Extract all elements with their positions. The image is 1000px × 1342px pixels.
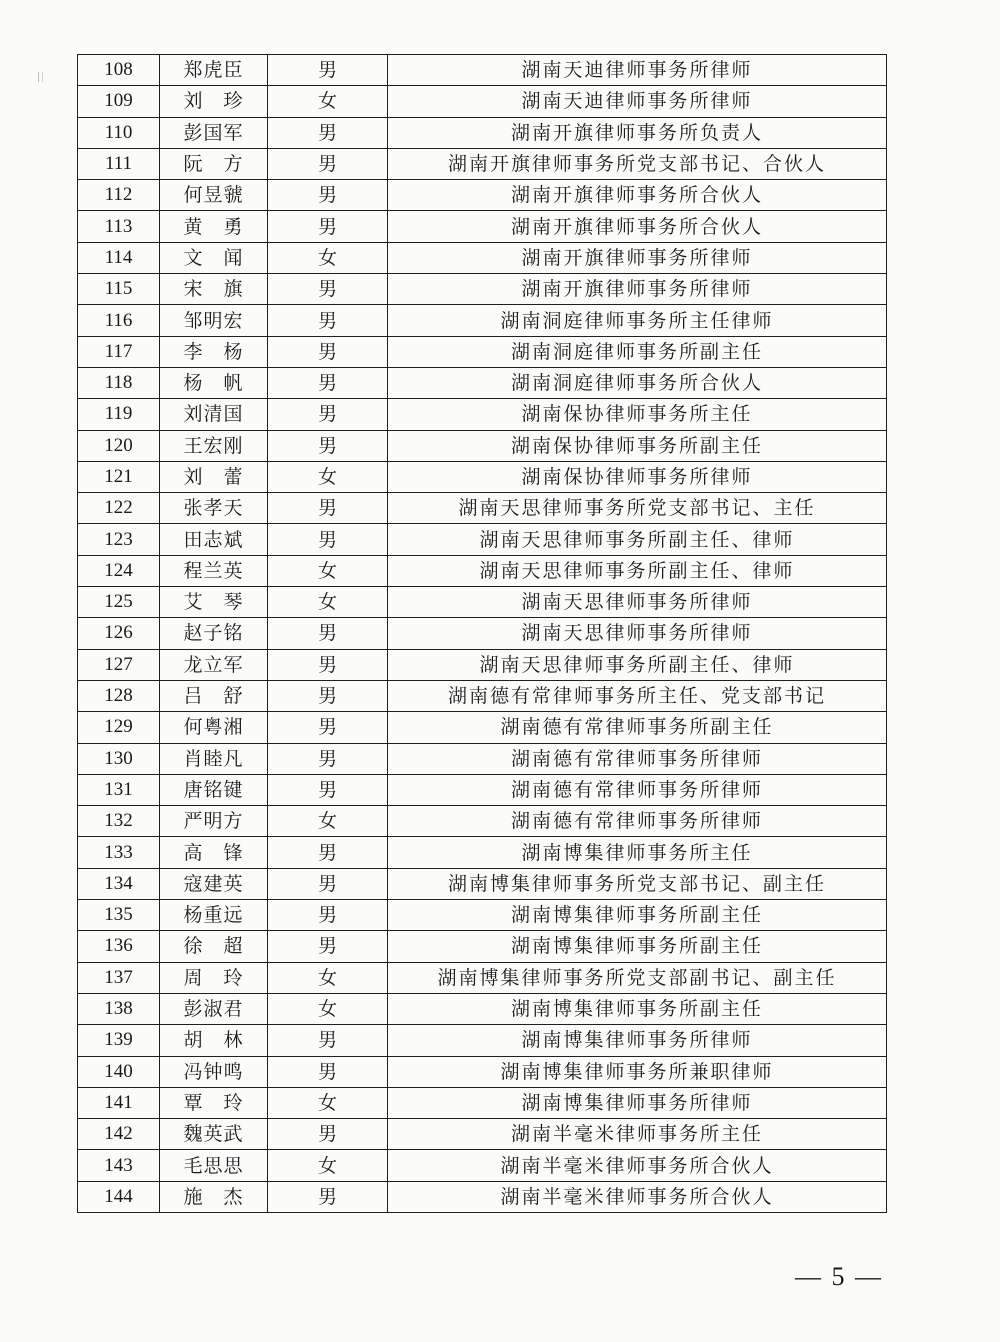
person-gender: 男 [268, 493, 388, 524]
person-position: 湖南开旗律师事务所律师 [388, 274, 887, 305]
person-name: 胡 林 [160, 1025, 268, 1056]
row-number: 113 [78, 211, 160, 242]
person-name: 李 杨 [160, 336, 268, 367]
person-gender: 女 [268, 1087, 388, 1118]
table-row [78, 743, 887, 774]
person-name: 严明方 [160, 806, 268, 837]
table-row [78, 712, 887, 743]
person-name: 施 杰 [160, 1181, 268, 1212]
person-name: 刘清国 [160, 399, 268, 430]
person-position: 湖南德有常律师事务所主任、党支部书记 [388, 680, 887, 711]
row-number: 131 [78, 774, 160, 805]
person-gender: 男 [268, 274, 388, 305]
person-position: 湖南天迪律师事务所律师 [388, 55, 887, 86]
person-name: 彭淑君 [160, 993, 268, 1024]
person-gender: 男 [268, 837, 388, 868]
person-gender: 男 [268, 743, 388, 774]
person-position: 湖南洞庭律师事务所主任律师 [388, 305, 887, 336]
table-row [78, 1119, 887, 1150]
person-gender: 男 [268, 1056, 388, 1087]
person-name: 杨重远 [160, 900, 268, 931]
person-position: 湖南天思律师事务所律师 [388, 618, 887, 649]
table-row [78, 618, 887, 649]
person-position: 湖南博集律师事务所党支部书记、副主任 [388, 868, 887, 899]
table-row [78, 962, 887, 993]
person-gender: 男 [268, 1119, 388, 1150]
row-number: 133 [78, 837, 160, 868]
table-row [78, 211, 887, 242]
row-number: 117 [78, 336, 160, 367]
table-row [78, 1181, 887, 1212]
row-number: 112 [78, 180, 160, 211]
person-position: 湖南德有常律师事务所副主任 [388, 712, 887, 743]
person-name: 冯钟鸣 [160, 1056, 268, 1087]
person-gender: 男 [268, 367, 388, 398]
person-name: 魏英武 [160, 1119, 268, 1150]
table-row [78, 86, 887, 117]
person-position: 湖南天思律师事务所副主任、律师 [388, 555, 887, 586]
table-row [78, 148, 887, 179]
table-row [78, 555, 887, 586]
table-row [78, 430, 887, 461]
person-name: 邹明宏 [160, 305, 268, 336]
row-number: 135 [78, 900, 160, 931]
person-gender: 男 [268, 211, 388, 242]
person-gender: 男 [268, 1181, 388, 1212]
table-row [78, 367, 887, 398]
person-name: 徐 超 [160, 931, 268, 962]
person-gender: 女 [268, 86, 388, 117]
person-gender: 男 [268, 336, 388, 367]
person-name: 何昱虢 [160, 180, 268, 211]
row-number: 140 [78, 1056, 160, 1087]
row-number: 138 [78, 993, 160, 1024]
person-position: 湖南德有常律师事务所律师 [388, 774, 887, 805]
row-number: 122 [78, 493, 160, 524]
person-position: 湖南保协律师事务所律师 [388, 461, 887, 492]
person-name: 黄 勇 [160, 211, 268, 242]
row-number: 118 [78, 367, 160, 398]
person-position: 湖南博集律师事务所党支部副书记、副主任 [388, 962, 887, 993]
row-number: 139 [78, 1025, 160, 1056]
person-gender: 男 [268, 117, 388, 148]
person-position: 湖南德有常律师事务所律师 [388, 806, 887, 837]
row-number: 128 [78, 680, 160, 711]
person-name: 寇建英 [160, 868, 268, 899]
person-gender: 男 [268, 649, 388, 680]
table-row [78, 305, 887, 336]
person-gender: 女 [268, 555, 388, 586]
row-number: 143 [78, 1150, 160, 1181]
row-number: 109 [78, 86, 160, 117]
person-gender: 女 [268, 587, 388, 618]
table-row [78, 587, 887, 618]
person-position: 湖南天思律师事务所律师 [388, 587, 887, 618]
person-gender: 女 [268, 993, 388, 1024]
person-gender: 男 [268, 680, 388, 711]
person-name: 阮 方 [160, 148, 268, 179]
scan-artifact [38, 72, 43, 82]
person-name: 覃 玲 [160, 1087, 268, 1118]
person-gender: 男 [268, 618, 388, 649]
person-name: 刘 珍 [160, 86, 268, 117]
table-row [78, 274, 887, 305]
table-row [78, 399, 887, 430]
person-gender: 女 [268, 806, 388, 837]
person-name: 龙立军 [160, 649, 268, 680]
person-name: 唐铭键 [160, 774, 268, 805]
person-position: 湖南博集律师事务所兼职律师 [388, 1056, 887, 1087]
person-gender: 男 [268, 712, 388, 743]
row-number: 110 [78, 117, 160, 148]
person-gender: 女 [268, 242, 388, 273]
table-row [78, 806, 887, 837]
table-row [78, 900, 887, 931]
person-gender: 男 [268, 868, 388, 899]
table-row [78, 55, 887, 86]
person-name: 何粤湘 [160, 712, 268, 743]
person-name: 周 玲 [160, 962, 268, 993]
row-number: 132 [78, 806, 160, 837]
person-name: 吕 舒 [160, 680, 268, 711]
person-name: 艾 琴 [160, 587, 268, 618]
person-gender: 男 [268, 148, 388, 179]
person-position: 湖南洞庭律师事务所合伙人 [388, 367, 887, 398]
person-position: 湖南开旗律师事务所合伙人 [388, 211, 887, 242]
table-row [78, 180, 887, 211]
table-row [78, 993, 887, 1024]
person-gender: 男 [268, 399, 388, 430]
person-name: 宋 旗 [160, 274, 268, 305]
person-name: 王宏刚 [160, 430, 268, 461]
row-number: 115 [78, 274, 160, 305]
row-number: 120 [78, 430, 160, 461]
person-gender: 男 [268, 305, 388, 336]
person-position: 湖南保协律师事务所副主任 [388, 430, 887, 461]
person-name: 程兰英 [160, 555, 268, 586]
person-position: 湖南洞庭律师事务所副主任 [388, 336, 887, 367]
row-number: 130 [78, 743, 160, 774]
person-position: 湖南保协律师事务所主任 [388, 399, 887, 430]
row-number: 124 [78, 555, 160, 586]
row-number: 136 [78, 931, 160, 962]
person-name: 杨 帆 [160, 367, 268, 398]
table-row [78, 524, 887, 555]
page-number: — 5 — [795, 1262, 883, 1291]
person-position: 湖南天思律师事务所党支部书记、主任 [388, 493, 887, 524]
row-number: 116 [78, 305, 160, 336]
person-name: 毛思思 [160, 1150, 268, 1181]
person-position: 湖南半毫米律师事务所合伙人 [388, 1181, 887, 1212]
table-row [78, 1056, 887, 1087]
table-row [78, 931, 887, 962]
row-number: 127 [78, 649, 160, 680]
person-name: 肖睦凡 [160, 743, 268, 774]
row-number: 125 [78, 587, 160, 618]
table-row [78, 680, 887, 711]
person-position: 湖南天迪律师事务所律师 [388, 86, 887, 117]
table-row [78, 1087, 887, 1118]
person-gender: 男 [268, 180, 388, 211]
table-row [78, 461, 887, 492]
person-gender: 男 [268, 774, 388, 805]
person-position: 湖南天思律师事务所副主任、律师 [388, 524, 887, 555]
person-position: 湖南德有常律师事务所律师 [388, 743, 887, 774]
row-number: 121 [78, 461, 160, 492]
row-number: 108 [78, 55, 160, 86]
person-position: 湖南博集律师事务所主任 [388, 837, 887, 868]
person-gender: 男 [268, 900, 388, 931]
person-position: 湖南开旗律师事务所党支部书记、合伙人 [388, 148, 887, 179]
person-position: 湖南开旗律师事务所负责人 [388, 117, 887, 148]
row-number: 134 [78, 868, 160, 899]
person-gender: 女 [268, 1150, 388, 1181]
person-name: 郑虎臣 [160, 55, 268, 86]
table-row [78, 868, 887, 899]
person-gender: 男 [268, 931, 388, 962]
person-position: 湖南半毫米律师事务所主任 [388, 1119, 887, 1150]
table-row [78, 336, 887, 367]
person-position: 湖南半毫米律师事务所合伙人 [388, 1150, 887, 1181]
person-position: 湖南开旗律师事务所合伙人 [388, 180, 887, 211]
person-position: 湖南博集律师事务所律师 [388, 1087, 887, 1118]
lawyer-roster-table [77, 54, 887, 1213]
person-position: 湖南博集律师事务所副主任 [388, 993, 887, 1024]
roster-table-body [78, 55, 887, 1213]
person-gender: 男 [268, 1025, 388, 1056]
person-gender: 男 [268, 430, 388, 461]
person-name: 高 锋 [160, 837, 268, 868]
person-name: 赵子铭 [160, 618, 268, 649]
person-name: 彭国军 [160, 117, 268, 148]
row-number: 144 [78, 1181, 160, 1212]
row-number: 142 [78, 1119, 160, 1150]
row-number: 111 [78, 148, 160, 179]
table-row [78, 1150, 887, 1181]
row-number: 126 [78, 618, 160, 649]
person-gender: 男 [268, 55, 388, 86]
table-row [78, 837, 887, 868]
person-position: 湖南天思律师事务所副主任、律师 [388, 649, 887, 680]
person-gender: 男 [268, 524, 388, 555]
row-number: 114 [78, 242, 160, 273]
row-number: 137 [78, 962, 160, 993]
table-row [78, 117, 887, 148]
row-number: 123 [78, 524, 160, 555]
row-number: 141 [78, 1087, 160, 1118]
table-row [78, 649, 887, 680]
person-gender: 女 [268, 962, 388, 993]
person-name: 刘 蕾 [160, 461, 268, 492]
person-position: 湖南博集律师事务所律师 [388, 1025, 887, 1056]
person-gender: 女 [268, 461, 388, 492]
table-row [78, 242, 887, 273]
row-number: 129 [78, 712, 160, 743]
table-row [78, 774, 887, 805]
person-name: 田志斌 [160, 524, 268, 555]
row-number: 119 [78, 399, 160, 430]
person-position: 湖南开旗律师事务所律师 [388, 242, 887, 273]
person-name: 张孝天 [160, 493, 268, 524]
person-name: 文 闻 [160, 242, 268, 273]
person-position: 湖南博集律师事务所副主任 [388, 900, 887, 931]
table-row [78, 1025, 887, 1056]
person-position: 湖南博集律师事务所副主任 [388, 931, 887, 962]
table-row [78, 493, 887, 524]
